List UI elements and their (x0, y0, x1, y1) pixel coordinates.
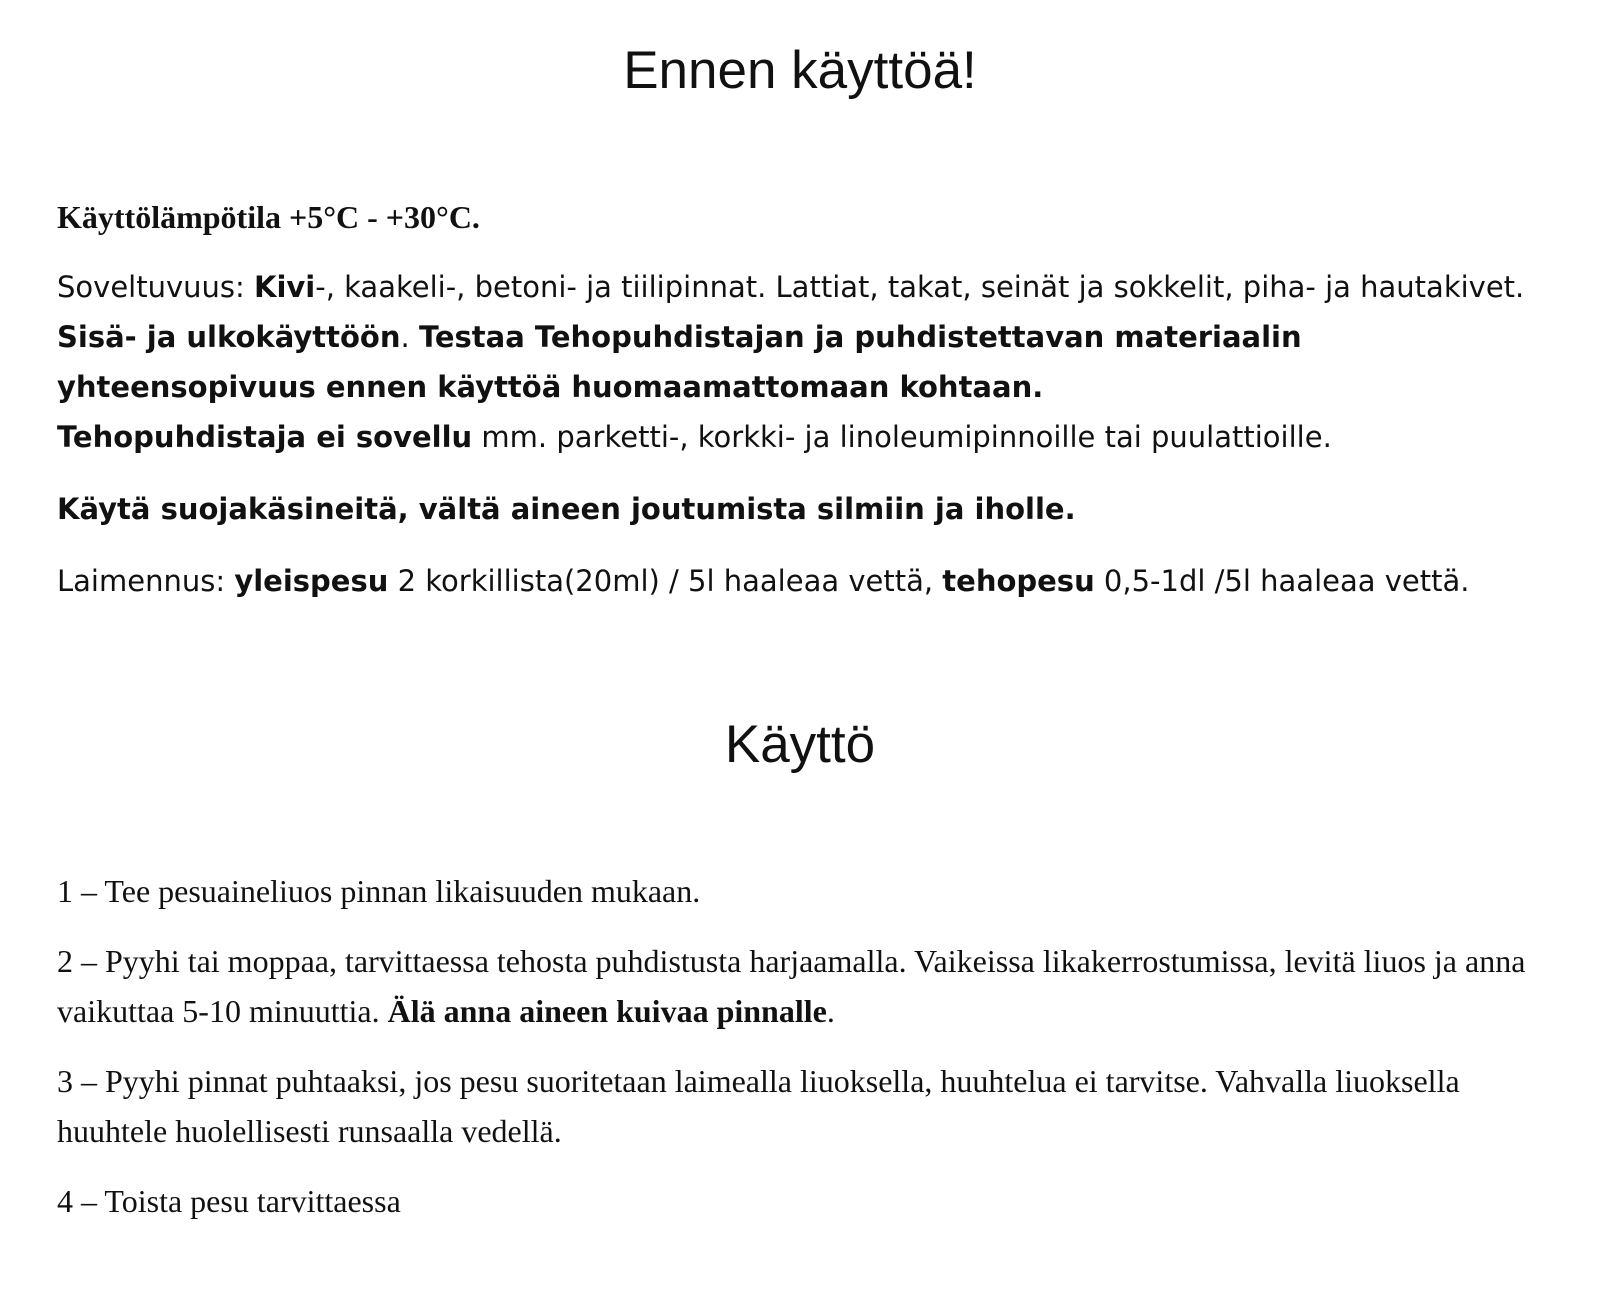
suitability-dot: . (400, 320, 419, 354)
not-suitable-text: mm. parketti-, korkki- ja linoleumipinnoille tai puulattioille. (472, 420, 1332, 454)
temperature-note (57, 192, 1543, 242)
usage-step-2 (57, 936, 1543, 1036)
suitability-indoor-outdoor: Sisä- ja ulkokäyttöön (57, 320, 401, 354)
usage-step-2-end: . (826, 993, 835, 1029)
dilution-paragraph (57, 556, 1543, 606)
intensive-wash-amount: 0,5-1dl /5l haaleaa vettä. (1094, 564, 1470, 598)
usage-step-1: 1 – Tee pesuaineliuos pinnan likaisuuden mukaan. (57, 873, 701, 909)
not-suitable-label: Tehopuhdistaja ei sovellu (57, 420, 473, 454)
usage-step-2-text: 2 – Pyyhi tai moppaa, tarvittaessa tehosta puhdistusta harjaamalla. Vaikeissa likakerrostumissa, levitä liuos ja anna vaikuttaa 5-10 minuuttia. (57, 943, 1526, 1029)
general-wash-amount: 2 korkillista(20ml) / 5l haaleaa vettä, (388, 564, 943, 598)
before-use-heading: Ennen käyttöä! (623, 41, 977, 100)
suitability-paragraph (57, 262, 1543, 462)
usage-step-4: 4 – Toista pesu tarvittaessa (57, 1183, 401, 1219)
suitability-kivi: Kivi (253, 270, 316, 304)
general-wash-label: yleispesu (234, 564, 389, 598)
suitability-label: Soveltuvuus: (57, 270, 254, 304)
gloves-warning-text: Käytä suojakäsineitä, vältä aineen joutumista silmiin ja iholle. (57, 492, 1076, 526)
suitability-surfaces: -, kaakeli-, betoni- ja tiilipinnat. Lattiat, takat, seinät ja sokkelit, piha- ja hautakivet. (315, 270, 1525, 304)
dilution-label: Laimennus: (57, 564, 235, 598)
usage-step-3: 3 – Pyyhi pinnat puhtaaksi, jos pesu suoritetaan laimealla liuoksella, huuhtelua ei tarvitse. Vahvalla liuoksella huuhtele huolellisesti runsaalla vedellä. (57, 1063, 1460, 1149)
suitability-test-note: Testaa Tehopuhdistajan ja puhdistettavan materiaalin yhteensopivuus ennen käyttöä huomaamattomaan kohtaan. (57, 320, 1302, 404)
intensive-wash-label: tehopesu (942, 564, 1095, 598)
usage-heading: Käyttö (724, 715, 876, 774)
gloves-warning (57, 484, 1543, 534)
usage-step-2-warning: Älä anna aineen kuivaa pinnalle (387, 993, 827, 1029)
temperature-text: Käyttölämpötila +5°C - +30°C. (57, 199, 480, 235)
